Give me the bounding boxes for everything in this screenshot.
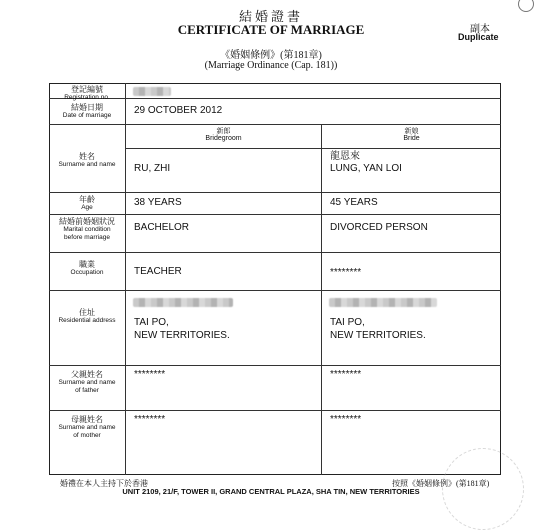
residence-label-english: Residential address bbox=[58, 317, 116, 325]
bride-header-english: Bride bbox=[403, 135, 420, 143]
row-divider bbox=[49, 365, 501, 366]
duplicate-label-english: Duplicate bbox=[458, 32, 499, 42]
bride-name-chinese-value: 龍恩來 bbox=[330, 151, 360, 162]
groom-name-value: RU, ZHI bbox=[134, 163, 171, 174]
occupation-label-english: Occupation bbox=[70, 269, 104, 277]
row-divider bbox=[49, 124, 501, 125]
footer-address: UNIT 2109, 21/F, TOWER II, GRAND CENTRAL PLAZA, SHA TIN, NEW TERRITORIES bbox=[122, 487, 420, 496]
bridegroom-header-chinese: 新郎 bbox=[216, 127, 231, 135]
marriage-date-value: 29 OCTOBER 2012 bbox=[134, 105, 223, 116]
marital-label-english-line2: before marriage bbox=[64, 233, 110, 241]
date-label bbox=[49, 103, 125, 120]
mother-label-chinese: 母親姓名 bbox=[71, 415, 103, 424]
footer-officiant-text: 婚禮在本人主持下於香港 bbox=[60, 479, 148, 488]
father-label-english-line1: Surname and name bbox=[58, 379, 116, 387]
father-label-chinese: 父親姓名 bbox=[71, 370, 103, 379]
groom-age-value: 38 YEARS bbox=[134, 197, 182, 208]
footer-ordinance-text: 按照《婚姻條例》(第181章) bbox=[392, 479, 490, 488]
row-divider bbox=[49, 252, 501, 253]
bridegroom-column-header bbox=[126, 127, 321, 143]
row-divider bbox=[49, 290, 501, 291]
father-name-label bbox=[49, 370, 125, 394]
row-divider bbox=[49, 192, 501, 193]
ordinance-english: (Marriage Ordinance (Cap. 181)) bbox=[204, 60, 338, 71]
groom-occupation-value: TEACHER bbox=[134, 266, 182, 277]
registration-label bbox=[49, 85, 125, 102]
party-column-divider bbox=[321, 124, 322, 475]
bride-address-line2: NEW TERRITORIES. bbox=[330, 330, 426, 341]
duplicate-label-chinese: 副本 bbox=[470, 24, 490, 35]
ordinance-chinese: 《婚姻條例》(第181章) bbox=[220, 50, 322, 61]
name-label bbox=[49, 152, 125, 169]
residential-address-label bbox=[49, 308, 125, 325]
bride-age-value: 45 YEARS bbox=[330, 197, 378, 208]
occupation-label-chinese: 職業 bbox=[79, 260, 95, 269]
father-label-english-line2: of father bbox=[75, 386, 99, 394]
row-divider bbox=[49, 214, 501, 215]
redacted-groom-address bbox=[133, 298, 233, 307]
redacted-registration-number bbox=[133, 87, 171, 96]
groom-address-value bbox=[134, 316, 230, 342]
date-label-chinese: 結婚日期 bbox=[71, 103, 103, 112]
bride-name-value: LUNG, YAN LOI bbox=[330, 163, 402, 174]
groom-mother-value: ******** bbox=[134, 414, 166, 425]
header-divider bbox=[125, 148, 501, 149]
bridegroom-header-english: Bridegroom bbox=[205, 135, 242, 143]
bride-mother-value: ******** bbox=[330, 414, 362, 425]
date-label-english: Date of marriage bbox=[62, 112, 112, 120]
bride-column-header bbox=[322, 127, 501, 143]
bride-address-line1: TAI PO, bbox=[330, 317, 365, 328]
age-label-chinese: 年齡 bbox=[79, 195, 95, 204]
mother-label-english-line2: of mother bbox=[73, 431, 101, 439]
mother-name-label bbox=[49, 415, 125, 439]
marital-label-english-line1: Marital condition bbox=[63, 226, 111, 234]
mother-label-english-line1: Surname and name bbox=[58, 424, 116, 432]
bride-header-chinese: 新娘 bbox=[404, 127, 419, 135]
name-label-english: Surname and name bbox=[58, 161, 116, 169]
marital-label-chinese: 結婚前婚姻狀況 bbox=[59, 217, 115, 226]
name-label-chinese: 姓名 bbox=[79, 152, 95, 161]
residence-label-chinese: 住址 bbox=[79, 308, 95, 317]
groom-father-value: ******** bbox=[134, 369, 166, 380]
registration-label-english: Registration no. bbox=[64, 94, 110, 102]
bride-father-value: ******** bbox=[330, 369, 362, 380]
bride-marital-condition-value: DIVORCED PERSON bbox=[330, 222, 428, 233]
age-label bbox=[49, 195, 125, 212]
groom-address-line2: NEW TERRITORIES. bbox=[134, 330, 230, 341]
redacted-bride-address bbox=[329, 298, 437, 307]
title-english: CERTIFICATE OF MARRIAGE bbox=[177, 22, 365, 37]
bride-occupation-value: ******** bbox=[330, 267, 362, 278]
groom-address-line1: TAI PO, bbox=[134, 317, 169, 328]
title-chinese: 結婚證書 bbox=[238, 9, 303, 24]
registration-label-chinese: 登記編號 bbox=[71, 85, 103, 94]
row-divider bbox=[49, 410, 501, 411]
marital-condition-label bbox=[49, 217, 125, 241]
groom-marital-condition-value: BACHELOR bbox=[134, 222, 190, 233]
occupation-label bbox=[49, 260, 125, 277]
bride-address-value bbox=[330, 316, 426, 342]
age-label-english: Age bbox=[81, 204, 93, 212]
